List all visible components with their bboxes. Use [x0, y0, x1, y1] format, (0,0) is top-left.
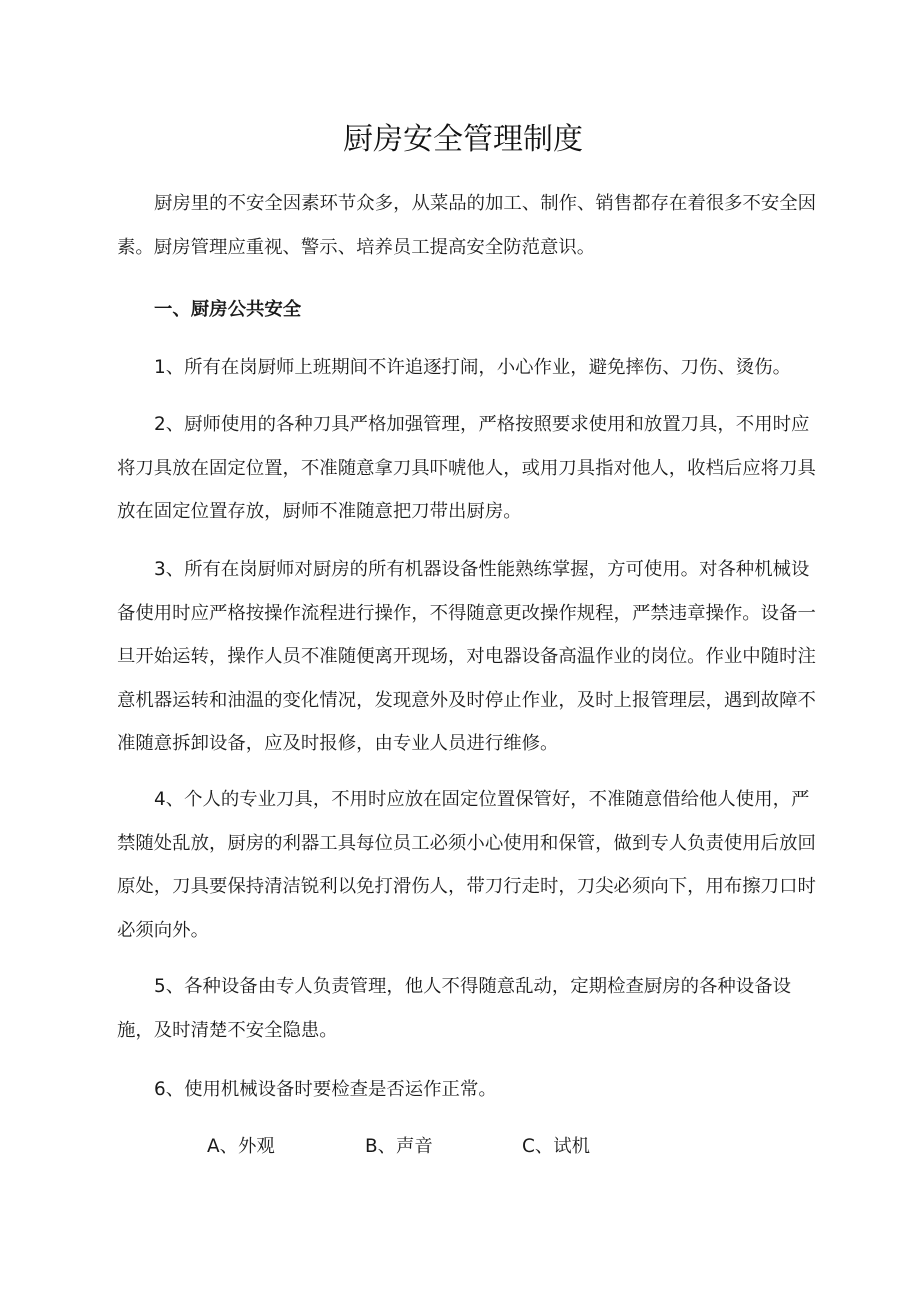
- list-item: 1、所有在岗厨师上班期间不许追逐打闹，小心作业，避免摔伤、刀伤、烫伤。: [154, 357, 791, 378]
- list-item: 2、厨师使用的各种刀具严格加强管理，严格按照要求使用和放置刀具，不用时应将刀具放在固定位置，不准随意拿刀具吓唬他人，或用刀具指对他人，收档后应将刀具放在固定位置存放，厨师不准随意把刀带出厨房。: [117, 414, 816, 522]
- option-appearance: A、外观: [207, 1136, 275, 1157]
- list-item: 4、个人的专业刀具，不用时应放在固定位置保管好，不准随意借给他人使用，严禁随处乱放，厨房的利器工具每位员工必须小心使用和保管，做到专人负责使用后放回原处，刀具要保持清洁锐利以免打滑伤人，带刀行走时，刀尖必须向下，用布擦刀口时必须向外。: [117, 789, 816, 941]
- document-title: 厨房安全管理制度: [343, 122, 583, 157]
- option-test-run: C、试机: [522, 1136, 591, 1157]
- list-item: 3、所有在岗厨师对厨房的所有机器设备性能熟练掌握，方可使用。对各种机械设备使用时应严格按操作流程进行操作，不得随意更改操作规程，严禁违章操作。设备一旦开始运转，操作人员不准随便离开现场，对电器设备高温作业的岗位。作业中随时注意机器运转和油温的变化情况，发现意外及时停止作业，及时上报管理层，遇到故障不准随意拆卸设备，应及时报修，由专业人员进行维修。: [117, 559, 816, 754]
- option-sound: B、声音: [365, 1136, 433, 1157]
- check-options: [0, 1125, 920, 1169]
- list-item: 5、各种设备由专人负责管理，他人不得随意乱动，定期检查厨房的各种设备设施，及时清楚不安全隐患。: [117, 976, 791, 1041]
- intro-paragraph: 厨房里的不安全因素环节众多，从菜品的加工、制作、销售都存在着很多不安全因素。厨房管理应重视、警示、培养员工提高安全防范意识。: [117, 193, 817, 258]
- list-item: 6、使用机械设备时要检查是否运作正常。: [154, 1079, 497, 1100]
- section-heading-public-safety: 一、厨房公共安全: [154, 299, 302, 320]
